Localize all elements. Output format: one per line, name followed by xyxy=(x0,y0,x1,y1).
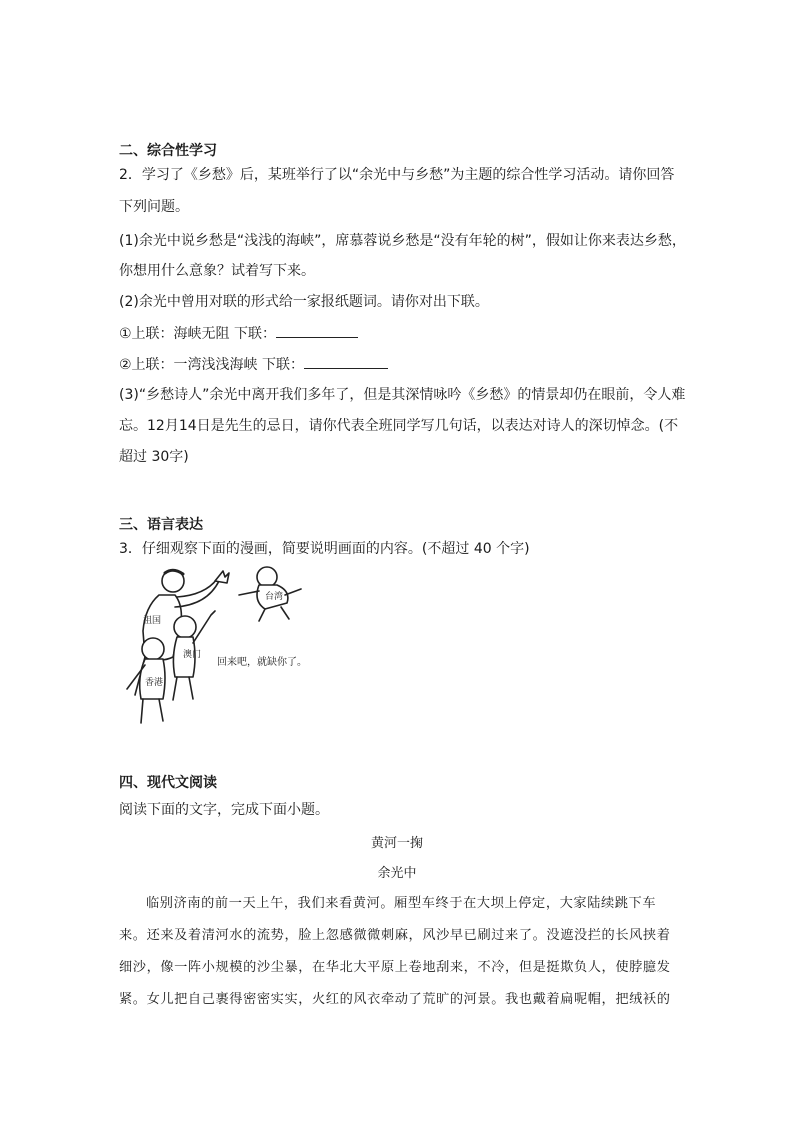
couplet-2 xyxy=(119,354,388,375)
question-2-1-text-cont: 你想用什么意象？试着写下来。 xyxy=(119,263,315,279)
article-author: 余光中 xyxy=(377,866,417,881)
article-paragraph-line: 来。还来及着清河水的流势，脸上忽感微微刺麻，风沙早已刷过来了。没遮没拦的长风挟着 xyxy=(119,928,671,943)
question-2-3-text: (3)“乡愁诗人”余光中离开我们多年了，但是其深情咏吟《乡愁》的情景却仍在眼前，令人难 xyxy=(119,387,686,403)
cartoon-label-hongkong: 香港 xyxy=(145,678,164,688)
cartoon-label-taiwan: 台湾 xyxy=(265,592,284,602)
question-3-text: 3．仔细观察下面的漫画，简要说明画面的内容。(不超过 40 个字) xyxy=(119,541,530,557)
couplet-1-text: ①上联：海峡无阻 下联： xyxy=(119,326,277,342)
section-heading-comprehensive: 二、综合性学习 xyxy=(119,143,217,159)
question-2-3-text-cont: 忘。12月14日是先生的忌日，请你代表全班同学写几句话，以表达对诗人的深切悼念。(不 xyxy=(119,418,679,434)
question-2-2-text: (2)余光中曾用对联的形式给一家报纸题词。请你对出下联。 xyxy=(119,294,489,310)
section-heading-language: 三、语言表达 xyxy=(119,517,203,533)
question-2-text: 2．学习了《乡愁》后，某班举行了以“余光中与乡愁”为主题的综合性学习活动。请你回答 xyxy=(119,167,675,183)
article-paragraph-line: 紧。女儿把自己裹得密密实实，火红的风衣牵动了荒旷的河景。我也戴着扁呢帽，把绒袄的 xyxy=(119,992,671,1007)
cartoon-speech-text: 回来吧，就缺你了。 xyxy=(217,657,307,668)
article-paragraph-line: 临别济南的前一天上午，我们来看黄河。厢型车终于在大坝上停定，大家陆续跳下车 xyxy=(146,896,657,911)
cartoon-label-motherland: 祖国 xyxy=(143,616,162,626)
cartoon-illustration xyxy=(115,565,325,730)
question-2-1-text: (1)余光中说乡愁是“浅浅的海峡”，席慕蓉说乡愁是“没有年轮的树”，假如让你来表达乡愁， xyxy=(119,233,686,249)
reading-instruction: 阅读下面的文字，完成下面小题。 xyxy=(119,802,329,818)
question-2-3-text-cont2: 超过 30字) xyxy=(119,449,189,465)
section-heading-reading: 四、现代文阅读 xyxy=(119,775,217,791)
cartoon-label-macau: 澳门 xyxy=(183,650,202,660)
question-2-text-cont: 下列问题。 xyxy=(119,199,189,215)
couplet-2-text: ②上联：一湾浅浅海峡 下联： xyxy=(119,357,305,373)
article-title: 黄河一掬 xyxy=(370,836,423,851)
article-paragraph-line: 细沙，像一阵小规模的沙尘暴，在华北大平原上卷地刮来，不冷，但是挺欺负人，使脖臆发 xyxy=(119,960,671,975)
answer-blank xyxy=(276,323,358,338)
couplet-1 xyxy=(119,323,358,344)
answer-blank xyxy=(304,354,388,369)
